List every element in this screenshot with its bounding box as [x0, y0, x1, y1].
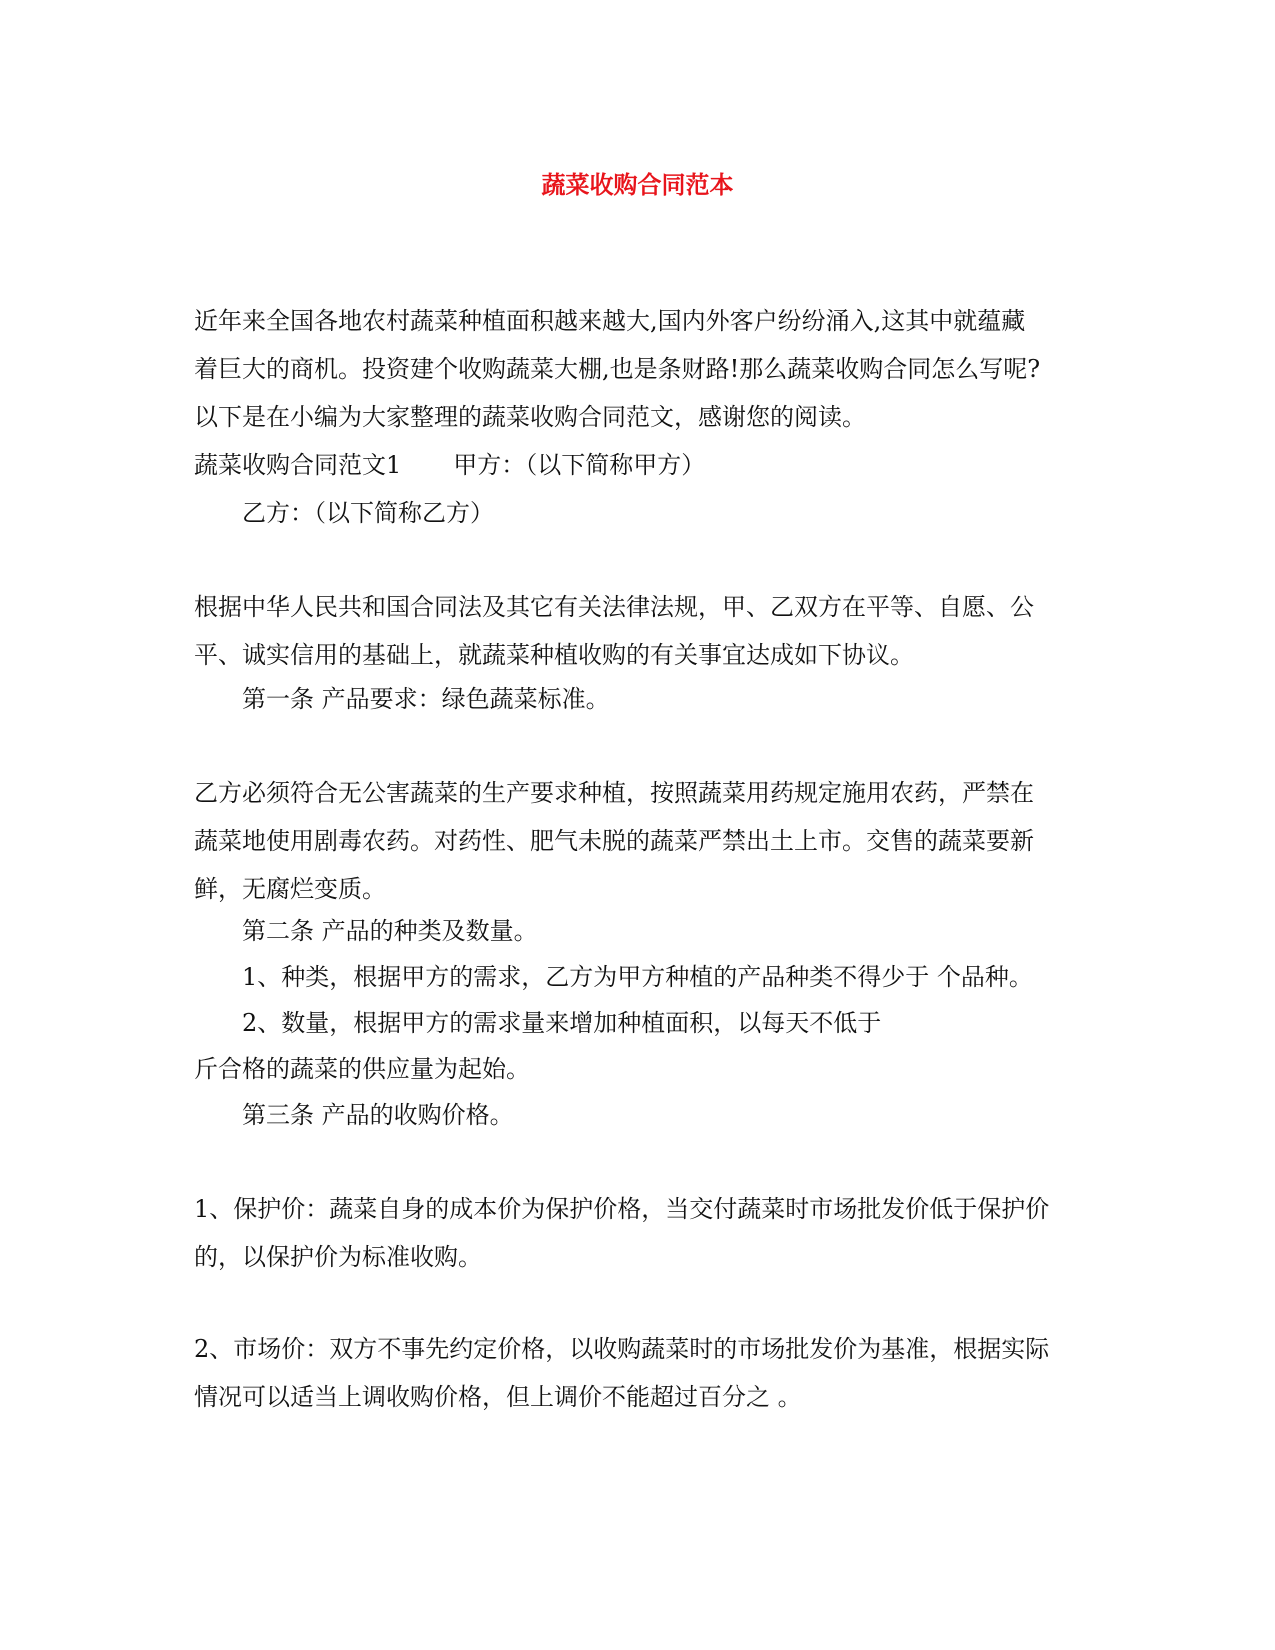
price1-line: 1、保护价：蔬菜自身的成本价为保护价格，当交付蔬菜时市场批发价低于保护价 — [194, 1195, 1050, 1223]
intro-line: 以下是在小编为大家整理的蔬菜收购合同范文，感谢您的阅读。 — [194, 403, 866, 431]
article2-item2-line1: 2、数量，根据甲方的需求量来增加种植面积，以每天不低于 — [242, 1009, 882, 1037]
document-title: 蔬菜收购合同范本 — [541, 170, 734, 199]
price1-paragraph — [194, 1185, 1074, 1281]
price2-paragraph — [194, 1325, 1074, 1421]
article2-item2-line2: 斤合格的蔬菜的供应量为起始。 — [194, 1055, 530, 1083]
party-b: 乙方：（以下简称乙方） — [242, 499, 494, 527]
article1-line: 鲜，无腐烂变质。 — [194, 875, 386, 903]
sample-heading: 蔬菜收购合同范文1 — [194, 451, 402, 479]
article3-title: 第三条 产品的收购价格。 — [242, 1101, 514, 1129]
price1-line: 的，以保护价为标准收购。 — [194, 1243, 482, 1271]
article1-line: 乙方必须符合无公害蔬菜的生产要求种植，按照蔬菜用药规定施用农药，严禁在 — [194, 779, 1034, 807]
intro-line: 着巨大的商机。投资建个收购蔬菜大棚,也是条财路!那么蔬菜收购合同怎么写呢? — [194, 355, 1041, 383]
party-b-line — [242, 489, 1122, 537]
intro-paragraph — [194, 297, 1074, 441]
price2-line: 2、市场价：双方不事先约定价格，以收购蔬菜时的市场批发价为基准，根据实际 — [194, 1335, 1050, 1363]
basis-paragraph — [194, 583, 1074, 679]
sample-heading-line — [194, 441, 1074, 489]
article1-paragraph — [194, 769, 1074, 913]
price2-line: 情况可以适当上调收购价格，但上调价不能超过百分之 。 — [194, 1383, 802, 1411]
article2-item1: 1、种类，根据甲方的需求，乙方为甲方种植的产品种类不得少于 个品种。 — [242, 963, 1033, 991]
basis-line: 平、诚实信用的基础上，就蔬菜种植收购的有关事宜达成如下协议。 — [194, 641, 914, 669]
intro-line: 近年来全国各地农村蔬菜种植面积越来越大,国内外客户纷纷涌入,这其中就蕴藏 — [194, 307, 1026, 335]
article1-title: 第一条 产品要求：绿色蔬菜标准。 — [242, 685, 610, 713]
party-a: 甲方：（以下简称甲方） — [453, 451, 706, 479]
article1-line: 蔬菜地使用剧毒农药。对药性、肥气未脱的蔬菜严禁出土上市。交售的蔬菜要新 — [194, 827, 1034, 855]
basis-line: 根据中华人民共和国合同法及其它有关法律法规，甲、乙双方在平等、自愿、公 — [194, 593, 1034, 621]
article2-title: 第二条 产品的种类及数量。 — [242, 917, 538, 945]
